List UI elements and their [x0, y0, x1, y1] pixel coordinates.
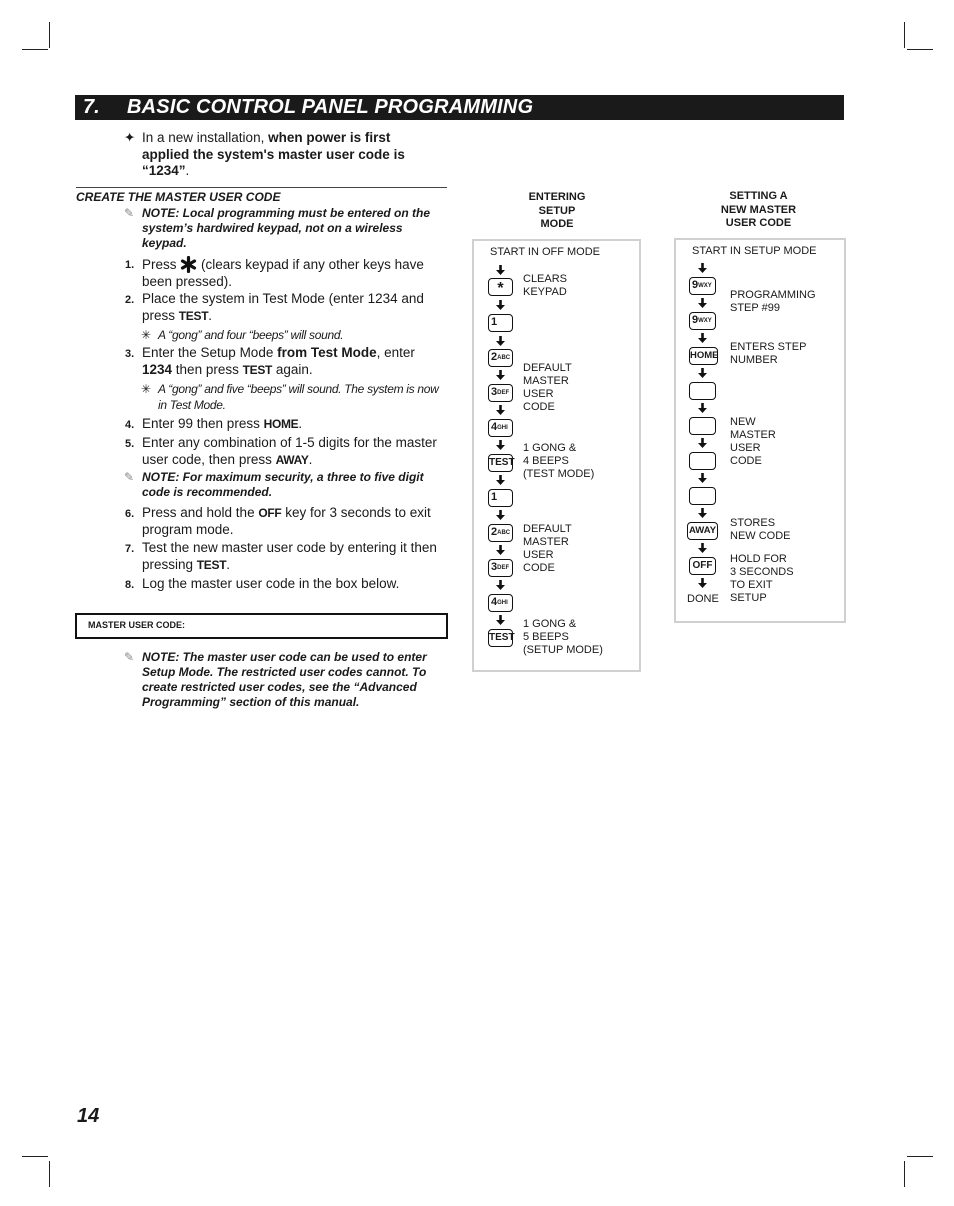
step-4: [125, 416, 447, 433]
label-line: 1 GONG &: [523, 618, 577, 630]
label-line: (TEST MODE): [523, 468, 595, 480]
intro-paragraph: [124, 130, 424, 180]
key-2[interactable]: [488, 524, 513, 542]
label-line: NUMBER: [730, 354, 778, 366]
label-line: USER: [730, 442, 761, 454]
label-line: CODE: [523, 401, 555, 413]
step-text: Place the system in Test Mode (enter 1234 and press: [142, 291, 424, 323]
arrow-down-icon: [496, 580, 505, 590]
step-number: 5.: [125, 438, 135, 450]
enters-label: [730, 341, 806, 367]
key-9[interactable]: [689, 312, 716, 330]
label-line: STEP #99: [730, 302, 780, 314]
arrow-down-icon: [698, 403, 707, 413]
key-letters: WXY: [698, 318, 712, 324]
label-line: STORES: [730, 517, 776, 529]
step-3-result: [141, 381, 447, 413]
step-text: Press and hold the: [142, 505, 259, 520]
label-line: SETUP: [730, 592, 767, 604]
result-text: A “gong” and five “beeps” will sound. The system is now in Test Mode.: [158, 382, 439, 412]
key-4[interactable]: [488, 594, 513, 612]
label-line: USER: [523, 549, 554, 561]
entering-setup-title: [507, 191, 607, 232]
label-line: MASTER: [523, 536, 569, 548]
arrow-down-icon: [496, 510, 505, 520]
blank-key[interactable]: [689, 382, 716, 400]
title-line: NEW MASTER: [720, 203, 797, 216]
crop-mark: [907, 1156, 933, 1157]
step-2-result: [141, 327, 451, 343]
arrow-down-icon: [698, 578, 707, 588]
arrow-down-icon: [698, 263, 707, 273]
key-letters: ABC: [497, 530, 511, 536]
test-key[interactable]: TEST: [488, 629, 513, 647]
label-line: HOLD FOR: [730, 553, 787, 565]
key-digit: 4: [491, 421, 498, 433]
default-label: [523, 362, 572, 414]
setting-master-title: [706, 190, 811, 231]
step-text: again.: [272, 361, 313, 377]
clears-label: [523, 273, 567, 299]
key-3[interactable]: [488, 559, 513, 577]
arrow-down-icon: [496, 300, 505, 310]
step-number: 8.: [125, 579, 135, 591]
intro-end: .: [185, 163, 190, 178]
arrow-down-icon: [698, 368, 707, 378]
new-code-label: [730, 416, 776, 468]
crop-mark: [907, 49, 933, 50]
label-line: ENTERS STEP: [730, 341, 807, 353]
key-digit: 2: [491, 526, 498, 538]
step-text: .: [308, 451, 313, 467]
label-line: 3 SECONDS: [730, 566, 794, 578]
blank-key[interactable]: [689, 452, 716, 470]
key-1[interactable]: 1: [488, 489, 513, 507]
section-header: [75, 95, 844, 120]
page-number: 14: [77, 1105, 100, 1127]
key-name: OFF: [258, 506, 282, 520]
step-text: key for 3 seconds to exit program mode.: [142, 505, 431, 537]
away-key[interactable]: AWAY: [687, 522, 718, 540]
key-name: TEST: [178, 308, 209, 323]
key-digit: 4: [491, 596, 498, 608]
label-line: CLEARS: [523, 273, 568, 285]
key-letters: ABC: [497, 355, 511, 361]
intro-text: In a new installation,: [142, 130, 269, 145]
label-line: (SETUP MODE): [523, 644, 603, 656]
key-letters: DEF: [497, 565, 510, 571]
step-text: .: [208, 307, 212, 323]
step-text: Press: [142, 257, 181, 272]
arrow-down-icon: [496, 615, 505, 625]
crop-mark: [904, 1161, 905, 1187]
arrow-down-icon: [698, 543, 707, 553]
key-name: TEST: [196, 557, 227, 572]
title-line: SETUP: [538, 204, 576, 217]
pencil-icon: ✎: [124, 470, 135, 484]
label-line: CODE: [523, 562, 555, 574]
arrow-down-icon: [496, 405, 505, 415]
step-text: Test the new master user code by entering it then pressing: [142, 540, 437, 572]
label-line: NEW: [730, 416, 756, 428]
title-line: USER CODE: [725, 217, 792, 229]
title-line: SETTING A: [729, 190, 788, 202]
programming-label: [730, 289, 816, 315]
note-text: NOTE: For maximum security, a three to five digit code is recommended.: [142, 470, 424, 499]
label-line: USER: [523, 388, 554, 400]
crop-mark: [49, 22, 50, 48]
stores-label: [730, 517, 791, 543]
step-number: 1.: [125, 259, 135, 271]
step-number: 4.: [125, 419, 135, 431]
key-4[interactable]: [488, 419, 513, 437]
arrow-down-icon: [698, 333, 707, 343]
arrow-down-icon: [496, 440, 505, 450]
step-3: [125, 345, 447, 378]
arrow-down-icon: [698, 298, 707, 308]
key-letters: WXY: [698, 283, 712, 289]
label-line: 5 BEEPS: [523, 631, 569, 643]
gong4-label: [523, 442, 594, 481]
step-number: 6.: [125, 508, 135, 520]
off-key[interactable]: OFF: [689, 557, 716, 575]
key-digit: 9: [692, 314, 699, 326]
label-line: MASTER: [730, 429, 776, 441]
key-9[interactable]: [689, 277, 716, 295]
label-line: PROGRAMMING: [730, 289, 816, 301]
crop-mark: [22, 49, 48, 50]
step-text: Enter 99 then press: [142, 416, 264, 431]
key-letters: DEF: [497, 390, 510, 396]
star-key-icon: [180, 256, 197, 273]
label-line: TO EXIT: [730, 579, 773, 591]
step-text: then press: [172, 361, 243, 377]
arrow-down-icon: [698, 438, 707, 448]
key-name: HOME: [263, 417, 299, 431]
blank-key[interactable]: [689, 417, 716, 435]
key-3[interactable]: [488, 384, 513, 402]
pencil-icon: ✎: [124, 650, 135, 664]
step-text: Log the master user code in the box below.: [142, 576, 400, 591]
crop-mark: [49, 1161, 50, 1187]
arrow-down-icon: [496, 475, 505, 485]
arrow-down-icon: [496, 336, 505, 346]
step-text: .: [298, 416, 303, 431]
step-text: .: [226, 556, 231, 572]
key-name: AWAY: [275, 452, 309, 467]
start-label: START IN SETUP MODE: [692, 245, 817, 257]
step-text: Enter the Setup Mode: [142, 345, 278, 360]
star-key[interactable]: *: [488, 278, 513, 296]
step-text: (clears keypad if any other keys have been pressed).: [142, 257, 424, 289]
key-digit: 9: [692, 279, 699, 291]
label-line: CODE: [730, 455, 762, 467]
note-text: NOTE: The master user code can be used to enter Setup Mode. The restricted user codes cannot. To create restricted user codes, see the “Advanced Programming” section of this manual.: [142, 650, 427, 709]
label-line: KEYPAD: [523, 286, 567, 298]
step-bold: 1234: [142, 361, 173, 377]
step-7: [125, 540, 447, 573]
step-bold: from Test Mode: [277, 345, 377, 360]
label-line: DEFAULT: [523, 362, 572, 374]
section-title: BASIC CONTROL PANEL PROGRAMMING: [127, 96, 534, 118]
start-label: START IN OFF MODE: [490, 246, 601, 258]
arrow-down-icon: [496, 545, 505, 555]
blank-key[interactable]: [689, 487, 716, 505]
key-digit: 2: [491, 351, 498, 363]
arrow-down-icon: [496, 370, 505, 380]
step-2: [125, 291, 447, 324]
arrow-down-icon: [698, 473, 707, 483]
label-line: DEFAULT: [523, 523, 572, 535]
step-number: 3.: [125, 348, 135, 360]
step-text: Enter any combination of 1-5 digits for the master user code, then press: [142, 435, 437, 467]
label-line: NEW CODE: [730, 530, 791, 542]
asterisk-icon: ✳: [141, 382, 151, 396]
crop-mark: [904, 22, 905, 48]
result-text: A “gong” and four “beeps” will sound.: [158, 328, 344, 342]
create-master-title: CREATE THE MASTER USER CODE: [76, 187, 447, 204]
master-user-code-label: MASTER USER CODE:: [88, 620, 186, 630]
key-2[interactable]: [488, 349, 513, 367]
asterisk-icon: ✳: [141, 328, 151, 342]
label-line: MASTER: [523, 375, 569, 387]
step-number: 2.: [125, 294, 135, 306]
pencil-icon: ✎: [124, 206, 135, 220]
step-5: [125, 435, 447, 468]
note-restricted: [124, 650, 446, 710]
key-digit: 3: [491, 386, 498, 398]
label-line: 4 BEEPS: [523, 455, 569, 467]
step-1: [125, 256, 447, 290]
label-line: 1 GONG &: [523, 442, 577, 454]
gong5-label: [523, 618, 603, 657]
section-number: 7.: [83, 96, 100, 118]
step-number: 7.: [125, 543, 135, 555]
crop-mark: [22, 1156, 48, 1157]
key-1[interactable]: 1: [488, 314, 513, 332]
key-digit: 3: [491, 561, 498, 573]
key-name: TEST: [242, 362, 273, 377]
arrow-down-icon: [698, 508, 707, 518]
master-user-code-box[interactable]: [75, 613, 448, 639]
arrow-down-icon: [496, 265, 505, 275]
key-letters: GHI: [497, 600, 508, 606]
test-key[interactable]: TEST: [488, 454, 513, 472]
note-hardwired: [124, 206, 444, 251]
bullet-icon: ✦: [124, 130, 136, 145]
note-text: NOTE: Local programming must be entered on the system’s hardwired keypad, not on a wireless keypad.: [142, 206, 431, 250]
hold-label: [730, 553, 794, 605]
key-letters: GHI: [497, 425, 508, 431]
step-6: [125, 505, 447, 538]
step-text: , enter: [376, 345, 415, 360]
title-line: MODE: [540, 218, 574, 230]
step-8: [125, 576, 447, 593]
intro-bold: when power is first applied the system's master user code is “1234”: [142, 130, 405, 178]
default-label: [523, 523, 572, 575]
note-security: [124, 470, 446, 500]
done-label: DONE: [687, 593, 719, 605]
title-line: ENTERING: [528, 191, 586, 203]
home-key[interactable]: HOME: [689, 347, 718, 365]
